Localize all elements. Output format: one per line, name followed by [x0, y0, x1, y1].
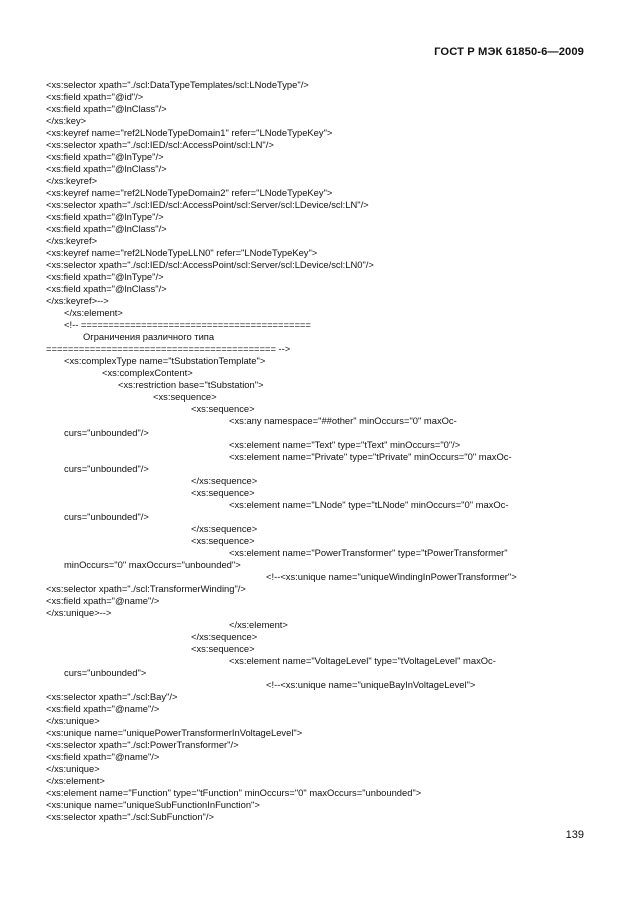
code-line: <xs:sequence>	[153, 391, 217, 402]
code-line: <xs:sequence>	[191, 487, 255, 498]
code-line: <xs:element name="LNode" type="tLNode" minOccurs="0" maxOc-	[229, 499, 509, 510]
code-line: </xs:key>	[46, 115, 87, 126]
code-line: <xs:keyref name="ref2LNodeTypeLLN0" refer="LNodeTypeKey">	[46, 247, 318, 258]
code-line: <xs:field xpath="@lnClass"/>	[46, 283, 167, 294]
code-line: <xs:field xpath="@lnType"/>	[46, 271, 164, 282]
code-line: </xs:element>	[229, 619, 288, 630]
code-line: <xs:selector xpath="./scl:Bay"/>	[46, 691, 178, 702]
code-line: </xs:keyref>-->	[46, 295, 109, 306]
code-line: minOccurs="0" maxOccurs="unbounded">	[64, 559, 241, 570]
code-line: <xs:field xpath="@lnType"/>	[46, 211, 164, 222]
code-line: <xs:field xpath="@name"/>	[46, 703, 160, 714]
code-line: <!-- ==========================================	[64, 319, 311, 330]
code-line: Ограничения различного типа	[83, 331, 215, 342]
code-line: <xs:element name="Function" type="tFunction" minOccurs="0" maxOccurs="unbounded">	[46, 787, 422, 798]
code-line: <xs:complexContent>	[102, 367, 193, 378]
code-line: </xs:unique>-->	[46, 607, 112, 618]
page-header: ГОСТ Р МЭК 61850-6—2009	[434, 46, 584, 58]
code-line: <xs:field xpath="@lnType"/>	[46, 151, 164, 162]
code-line: <xs:selector xpath="./scl:TransformerWinding"/>	[46, 583, 246, 594]
code-line: curs="unbounded"/>	[64, 511, 149, 522]
code-line: <xs:field xpath="@lnClass"/>	[46, 223, 167, 234]
code-line: <xs:element name="Text" type="tText" minOccurs="0"/>	[229, 439, 461, 450]
code-line: curs="unbounded"/>	[64, 427, 149, 438]
code-line: <xs:any namespace="##other" minOccurs="0" maxOc-	[229, 415, 457, 426]
code-line: <xs:field xpath="@id"/>	[46, 91, 144, 102]
code-line: curs="unbounded">	[64, 667, 147, 678]
code-line: </xs:sequence>	[191, 631, 258, 642]
code-line: <xs:sequence>	[191, 535, 255, 546]
code-line: curs="unbounded"/>	[64, 463, 149, 474]
code-line: <xs:sequence>	[191, 403, 255, 414]
code-line: <xs:selector xpath="./scl:IED/scl:AccessPoint/scl:Server/scl:LDevice/scl:LN0"/>	[46, 259, 374, 270]
code-line: <xs:unique name="uniquePowerTransformerInVoltageLevel">	[46, 727, 303, 738]
code-line: </xs:element>	[46, 775, 105, 786]
code-line: <xs:selector xpath="./scl:IED/scl:AccessPoint/scl:Server/scl:LDevice/scl:LN"/>	[46, 199, 369, 210]
code-line: </xs:unique>	[46, 715, 100, 726]
code-line: </xs:element>	[64, 307, 123, 318]
code-line: <xs:selector xpath="./scl:DataTypeTemplates/scl:LNodeType"/>	[46, 79, 309, 90]
code-line: <!--<xs:unique name="uniqueWindingInPowerTransformer">	[266, 571, 517, 582]
code-line: </xs:keyref>	[46, 175, 98, 186]
code-line: <xs:element name="Private" type="tPrivate" minOccurs="0" maxOc-	[229, 451, 512, 462]
code-line: <xs:complexType name="tSubstationTemplate">	[64, 355, 266, 366]
code-line: <xs:element name="VoltageLevel" type="tVoltageLevel" maxOc-	[229, 655, 496, 666]
code-line: <xs:element name="PowerTransformer" type="tPowerTransformer"	[229, 547, 508, 558]
code-line: <xs:field xpath="@lnClass"/>	[46, 103, 167, 114]
code-line: <xs:field xpath="@lnClass"/>	[46, 163, 167, 174]
page-number: 139	[565, 829, 584, 841]
code-line: <xs:keyref name="ref2LNodeTypeDomain1" refer="LNodeTypeKey">	[46, 127, 333, 138]
code-line: <xs:unique name="uniqueSubFunctionInFunction">	[46, 799, 260, 810]
code-line: <!--<xs:unique name="uniqueBayInVoltageLevel">	[266, 679, 476, 690]
code-line: </xs:unique>	[46, 763, 100, 774]
code-line: <xs:field xpath="@name"/>	[46, 751, 160, 762]
code-line: <xs:selector xpath="./scl:SubFunction"/>	[46, 811, 214, 822]
code-line: </xs:sequence>	[191, 523, 258, 534]
code-line: <xs:keyref name="ref2LNodeTypeDomain2" refer="LNodeTypeKey">	[46, 187, 333, 198]
code-line: <xs:field xpath="@name"/>	[46, 595, 160, 606]
code-line: </xs:keyref>	[46, 235, 98, 246]
code-line: ========================================== -->	[46, 343, 291, 354]
code-line: </xs:sequence>	[191, 475, 258, 486]
code-line: <xs:selector xpath="./scl:IED/scl:AccessPoint/scl:LN"/>	[46, 139, 274, 150]
code-line: <xs:restriction base="tSubstation">	[118, 379, 264, 390]
code-line: <xs:selector xpath="./scl:PowerTransformer"/>	[46, 739, 239, 750]
code-line: <xs:sequence>	[191, 643, 255, 654]
